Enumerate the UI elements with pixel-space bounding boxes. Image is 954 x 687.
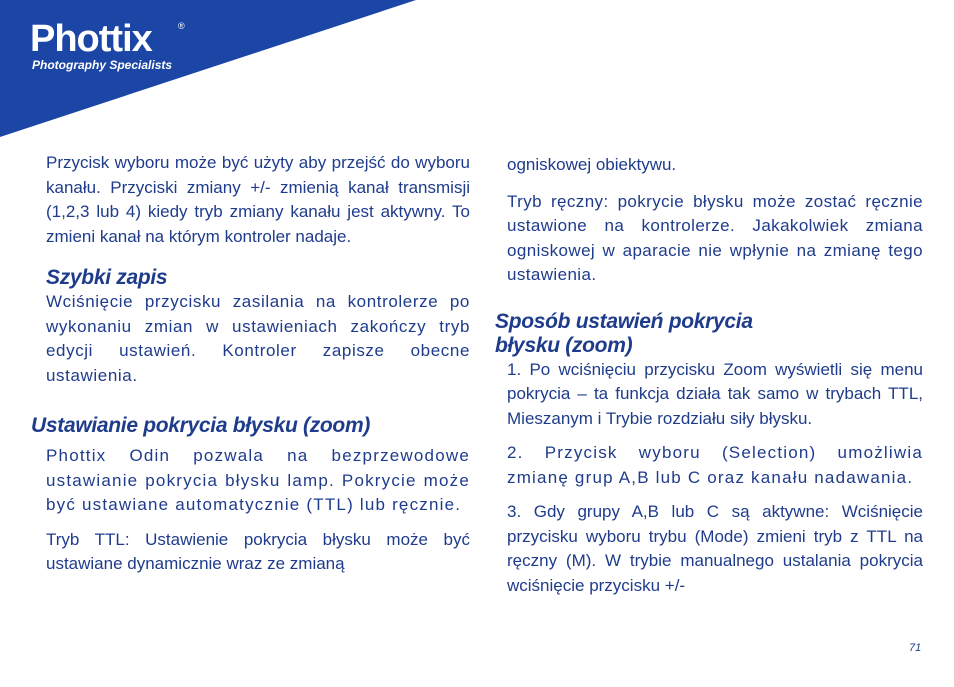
continued-paragraph: ogniskowej obiektywu. [507, 155, 677, 174]
step-2-paragraph: 2. Przycisk wyboru (Selection) umożliwia zmianę grup A,B lub C oraz kanału nadawania. [507, 443, 923, 487]
step-1-paragraph: 1. Po wciśnięciu przycisku Zoom wyświetli się menu pokrycia – ta funkcja działa tak samo w trybach TTL, Mieszanym i Trybie rozdziału siły błysku. [507, 359, 923, 428]
ttl-mode-paragraph: Tryb TTL: Ustawienie pokrycia błysku może być ustawiane dynamicznie wraz ze zmianą [46, 529, 470, 573]
zoom-method-heading-line1: Sposób ustawień pokrycia [495, 309, 753, 333]
zoom-method-heading [495, 310, 923, 358]
left-column [31, 151, 470, 577]
quick-save-paragraph: Wciśnięcie przycisku zasilania na kontrolerze po wykonaniu zmian w ustawieniach zakończy tryb edycji ustawień. Kontroler zapisze obecne ustawienia. [46, 292, 470, 385]
zoom-intro-paragraph: Phottix Odin pozwala na bezprzewodowe ustawianie pokrycia błysku lamp. Pokrycie może być ustawiane automatycznie (TTL) lub ręcznie. [46, 446, 470, 514]
quick-save-heading: Szybki zapis [46, 266, 168, 289]
logo-registered-mark: ® [178, 21, 185, 31]
zoom-method-heading-line2: błysku (zoom) [495, 333, 633, 357]
step-3-paragraph: 3. Gdy grupy A,B lub C są aktywne: Wciśnięcie przycisku wyboru trybu (Mode) zmieni tryb z TTL na ręczny (M). W trybie manualnego ustalania pokrycia wciśnięcie przycisku +/- [507, 502, 923, 595]
right-column [495, 153, 923, 598]
page-number: 71 [909, 642, 922, 654]
channel-paragraph: Przycisk wyboru może być użyty aby przejść do wyboru kanału. Przyciski zmiany +/- zmienią kanał transmisji (1,2,3 lub 4) kiedy tryb zmiany kanału jest aktywny. To zmieni kanał na którym kontroler nadaje. [46, 153, 470, 246]
logo-tagline: Photography Specialists [32, 58, 173, 72]
brand-logo [30, 18, 230, 78]
zoom-heading: Ustawianie pokrycia błysku (zoom) [31, 414, 371, 437]
manual-mode-paragraph: Tryb ręczny: pokrycie błysku może zostać ręcznie ustawione na kontrolerze. Jakakolwiek zmiana ogniskowej w aparacie nie wpłynie na zmianę tego ustawienia. [507, 191, 923, 284]
logo-brand: Phottix [30, 18, 152, 60]
